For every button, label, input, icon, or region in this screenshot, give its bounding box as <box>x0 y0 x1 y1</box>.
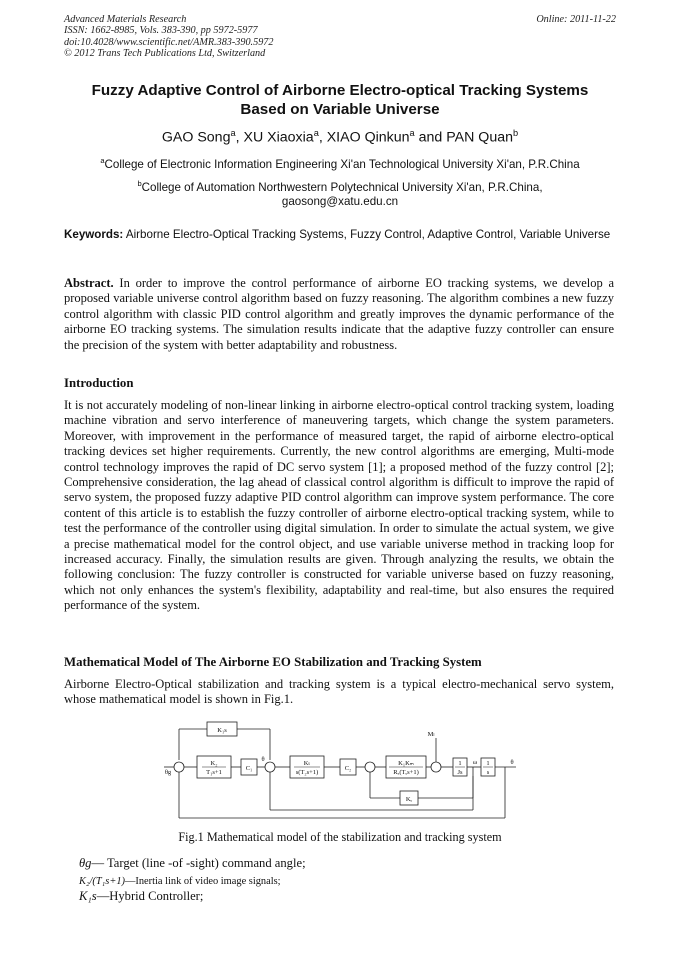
math-model-text: Airborne Electro-Optical stabilization and tracking system is a typical electro-mechanical servo system, whose mathematical model is shown in Fig.1. <box>64 677 614 707</box>
signal-input: θg <box>164 769 172 776</box>
author-list <box>64 128 616 146</box>
keywords-label: Keywords: <box>64 228 124 241</box>
affiliation-a-text: College of Electronic Information Engineering Xi'an Technological University Xi'an, P.R.China <box>104 157 580 171</box>
abstract-text: In order to improve the control performance of airborne EO tracking systems, we develop a proposed variable universe control algorithm based on fuzzy reasoning. The algorithm combines a new fuzzy control algorithm with classic PID control algorithm and greatly improves the dynamic performance of the airborne EO tracking systems. The simulation results indicate that the adaptive fuzzy controller can ensure the precision of the system with better adaptability and robustness. <box>64 276 615 352</box>
label-j-den: Js <box>457 769 463 776</box>
author-sup: a <box>313 128 319 138</box>
block-diagram <box>160 718 530 824</box>
journal-name: Advanced Materials Research <box>64 14 187 25</box>
def-symbol: K₂/(T₁s+1) <box>79 876 125 887</box>
signal-error: θ <box>261 756 265 763</box>
paper-title <box>64 82 616 119</box>
affiliation-marker: a <box>100 156 105 165</box>
label-k2-num: K₂ <box>210 760 218 767</box>
author-name: XU Xiaoxia <box>243 129 314 146</box>
label-c2: C₂ <box>344 765 352 772</box>
sum-junction-2 <box>265 762 275 772</box>
label-j-num: 1 <box>458 760 462 767</box>
figure-caption: Fig.1 Mathematical model of the stabilization and tracking system <box>178 830 502 844</box>
label-c1: C₁ <box>245 765 253 772</box>
label-k1s: K₁s <box>217 727 227 734</box>
def-symbol: K₁s <box>79 889 97 903</box>
signal-omega: ω <box>472 759 478 766</box>
label-ke: Kₑ <box>405 796 413 803</box>
affiliation-b <box>64 177 616 210</box>
author-sup: a <box>230 128 236 138</box>
author-name: GAO Song <box>161 129 231 146</box>
label-k2-den: T₁s+1 <box>206 769 222 776</box>
label-kpwm-num: K₁Kₘ <box>398 760 414 767</box>
author-sup: b <box>513 128 519 138</box>
signal-load-torque: Mₗ <box>427 731 435 738</box>
title-line-2: Based on Variable Universe <box>240 100 440 118</box>
def-text: — Target (line -of -sight) command angle; <box>91 856 306 870</box>
label-int-num: 1 <box>486 760 490 767</box>
label-kt-den: s(T₂s+1) <box>295 769 319 776</box>
affiliation-b-text: College of Automation Northwestern Polytechnical University Xi'an, P.R.China, <box>141 180 543 194</box>
keywords-text: Airborne Electro-Optical Tracking Systems, Fuzzy Control, Adaptive Control, Variable Universe <box>125 228 611 241</box>
introduction-text: It is not accurately modeling of non-linear linking in airborne electro-optical control tracking system, loading machine vibration and servo interference of maneuvering targets, which change the system parameters. Moreover, with improvement in the performance of measured target, the rapid of airborne electro-optical tracking devices set higher requirements. Currently, the new control algorithms are emerging, Multi-mode control technology improves the rapid of DC servo system [1]; a proposed method of the fuzzy control [2]; Comprehensive consideration, the lag ahead of classical control algorithm is difficult to improve the rapid of servo system, the proposed fuzzy adaptive PID control algorithm can improve system performance. The core content of this article is to establish the fuzzy controller of airborne electro-optical tracking system, while to test the performance of the controller using digital simulation. In order to simulate the actual system, we give a precise mathematical model for the control object, and use variable universe method in tracking loop for increased accuracy. Finally, the simulation results are given. Through analyzing the results, we obtain the following conclusion: The fuzzy controller is constructed for variable universe based on fuzzy reasoning, which not only enhances the system's flexibility, adaptability and real-time, but also ensures the required performance of the system. <box>64 398 614 613</box>
sum-junction-1 <box>174 762 184 772</box>
abstract <box>64 276 614 353</box>
author-name: XIAO Qinkun <box>326 129 410 146</box>
def-text: —Inertia link of video image signals; <box>125 876 281 887</box>
affiliation-a <box>64 154 616 172</box>
title-line-1: Fuzzy Adaptive Control of Airborne Electro-optical Tracking Systems <box>91 82 589 99</box>
keywords <box>64 227 614 242</box>
author-sep: , <box>235 129 244 146</box>
sum-junction-4 <box>431 762 441 772</box>
online-date: Online: 2011-11-22 <box>536 14 616 25</box>
definition-k2 <box>79 876 281 887</box>
author-name: PAN Quan <box>446 129 514 146</box>
copyright: © 2012 Trans Tech Publications Ltd, Switzerland <box>64 48 266 60</box>
definition-k1s <box>79 889 203 904</box>
abstract-label: Abstract. <box>64 276 114 290</box>
def-symbol: θg <box>79 856 92 870</box>
section-heading-math-model: Mathematical Model of The Airborne EO Stabilization and Tracking System <box>64 655 482 669</box>
sum-junction-3 <box>365 762 375 772</box>
signal-output: θ <box>510 759 514 766</box>
affiliation-marker: b <box>137 179 142 188</box>
section-heading-introduction: Introduction <box>64 376 134 390</box>
label-int-den: s <box>486 769 490 776</box>
label-kpwm-den: Rₐ(Tₑs+1) <box>393 769 419 776</box>
def-text: —Hybrid Controller; <box>96 889 204 903</box>
issn: ISSN: 1662-8985, Vols. 383-390, pp 5972-5977 <box>64 25 258 37</box>
definition-theta-g <box>79 856 306 871</box>
label-kt-num: Kₜ <box>303 760 311 767</box>
journal-header <box>64 14 616 60</box>
doi: doi:10.4028/www.scientific.net/AMR.383-390.5972 <box>64 36 274 48</box>
author-sup: a <box>409 128 415 138</box>
email: gaosong@xatu.edu.cn <box>281 195 399 209</box>
author-sep: and <box>414 129 447 146</box>
author-sep: , <box>318 129 327 146</box>
